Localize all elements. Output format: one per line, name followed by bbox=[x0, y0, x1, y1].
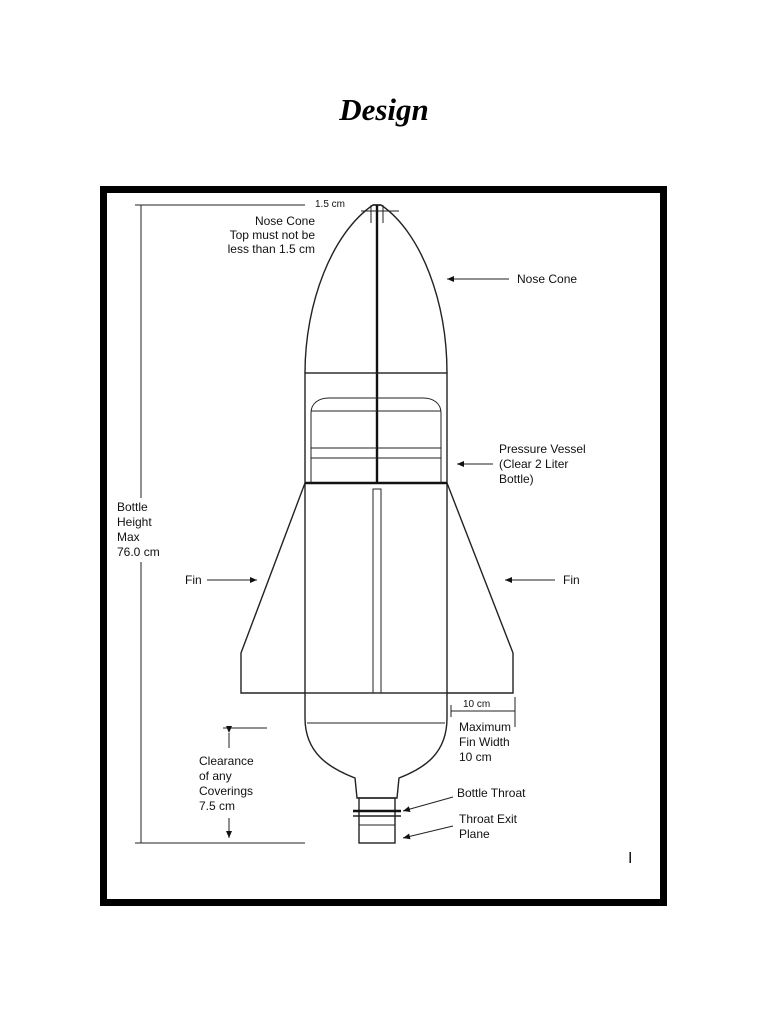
throat-exit-line-1: Throat Exit bbox=[459, 812, 518, 826]
fin-left-label: Fin bbox=[185, 573, 202, 587]
nose-cone-note-line-2: Top must not be bbox=[229, 228, 315, 242]
nose-cone-note-line-1: Nose Cone bbox=[254, 214, 315, 228]
bottle-height-line-2: Height bbox=[117, 515, 152, 529]
clearance-line-3: Coverings bbox=[199, 784, 254, 798]
bottle-bottom bbox=[305, 693, 447, 798]
rocket-diagram bbox=[107, 193, 660, 899]
clearance-line-2: of any bbox=[199, 769, 232, 783]
max-fin-width-line-2: Fin Width bbox=[459, 735, 510, 749]
clearance-line-4: 7.5 cm bbox=[199, 799, 236, 813]
fin-right-label: Fin bbox=[563, 573, 580, 587]
bottle-height-line-1: Bottle bbox=[117, 500, 148, 514]
fin-right-shape bbox=[447, 483, 513, 693]
bottle-throat-label: Bottle Throat bbox=[457, 786, 526, 800]
pressure-vessel-line-2: (Clear 2 Liter bbox=[499, 457, 569, 471]
nose-cone-note-line-3: less than 1.5 cm bbox=[227, 242, 315, 256]
fin-left-shape bbox=[241, 483, 305, 693]
top-width-label: 1.5 cm bbox=[315, 199, 346, 210]
nose-cone-label: Nose Cone bbox=[517, 272, 578, 286]
max-fin-width-line-3: 10 cm bbox=[459, 750, 492, 764]
max-fin-width-line-1: Maximum bbox=[459, 720, 512, 734]
bottle-height-line-3: Max bbox=[117, 530, 140, 544]
diagram-frame bbox=[100, 186, 667, 906]
corner-mark: I bbox=[628, 850, 633, 867]
pressure-vessel-line-3: Bottle) bbox=[499, 472, 534, 486]
pressure-vessel-line-1: Pressure Vessel bbox=[499, 442, 586, 456]
bottle-height-line-4: 76.0 cm bbox=[117, 545, 160, 559]
fin-width-dim-label: 10 cm bbox=[463, 699, 491, 710]
page-title: Design bbox=[339, 92, 429, 127]
bottle-throat-shape bbox=[359, 798, 395, 843]
clearance-line-1: Clearance bbox=[199, 754, 254, 768]
throat-exit-line-2: Plane bbox=[459, 827, 490, 841]
